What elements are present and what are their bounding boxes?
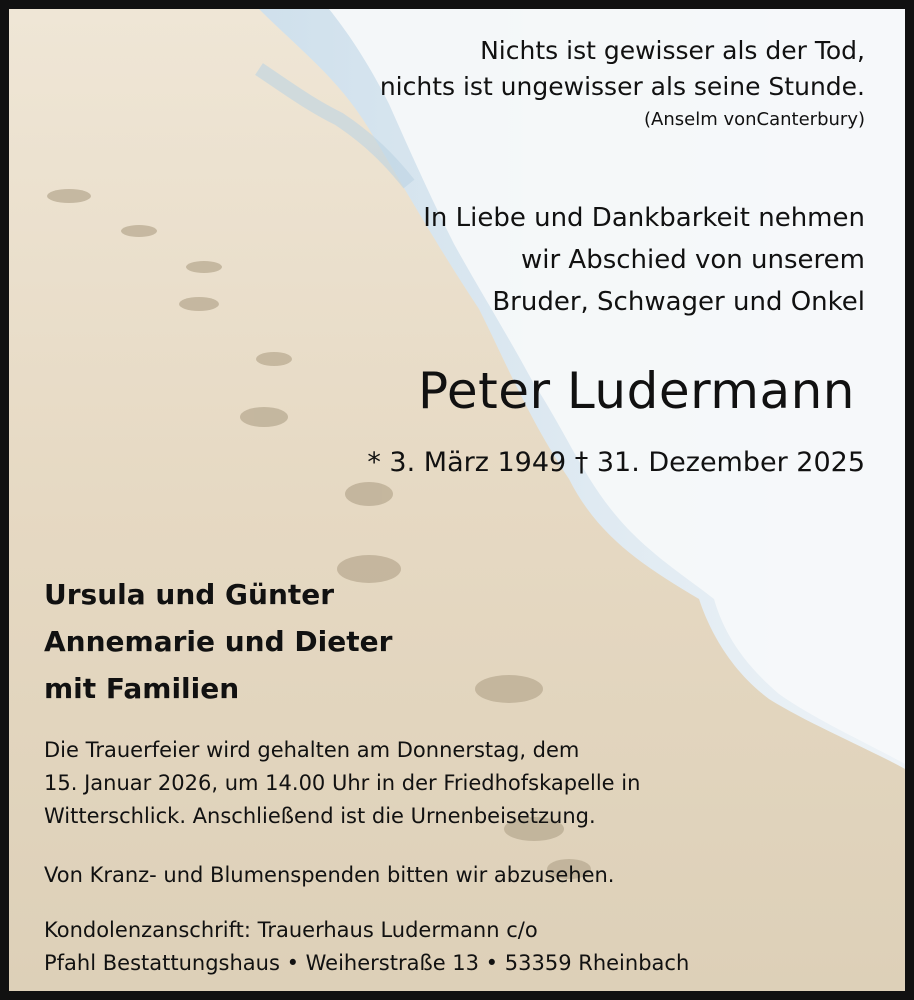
farewell-line-3: Bruder, Schwager und Onkel (492, 287, 865, 317)
quote (380, 33, 865, 135)
contact-line-1: Kondolenzanschrift: Trauerhaus Ludermann c/o (44, 918, 538, 942)
flower-note: Von Kranz- und Blumenspenden bitten wir abzusehen. (44, 863, 615, 887)
mourners-line-1: Ursula und Günter (44, 578, 335, 611)
contact-line-2: Pfahl Bestattungshaus • Weiherstraße 13 • 53359 Rheinbach (44, 951, 690, 975)
farewell-line-2: wir Abschied von unserem (520, 245, 865, 275)
mourners (44, 571, 392, 712)
beach-footprints-background (9, 9, 905, 991)
service-line-3: Witterschlick. Anschließend ist die Urnenbeisetzung. (44, 804, 596, 828)
deceased-name: Peter Ludermann (417, 362, 855, 420)
service-line-1: Die Trauerfeier wird gehalten am Donnerstag, dem (44, 738, 580, 762)
farewell-text (423, 197, 865, 323)
quote-line-2: nichts ist ungewisser als seine Stunde. (379, 72, 865, 101)
mourners-line-3: mit Familien (44, 672, 240, 705)
condolence-address (44, 914, 689, 980)
mourners-line-2: Annemarie und Dieter (44, 625, 393, 658)
service-line-2: 15. Januar 2026, um 14.00 Uhr in der Friedhofskapelle in (44, 771, 641, 795)
quote-line-1: Nichts ist gewisser als der Tod, (480, 36, 865, 65)
service-info (44, 734, 864, 833)
farewell-line-1: In Liebe und Dankbarkeit nehmen (423, 203, 865, 233)
life-dates: * 3. März 1949 † 31. Dezember 2025 (367, 447, 865, 478)
quote-author: (Anselm vonCanterbury) (644, 109, 865, 130)
